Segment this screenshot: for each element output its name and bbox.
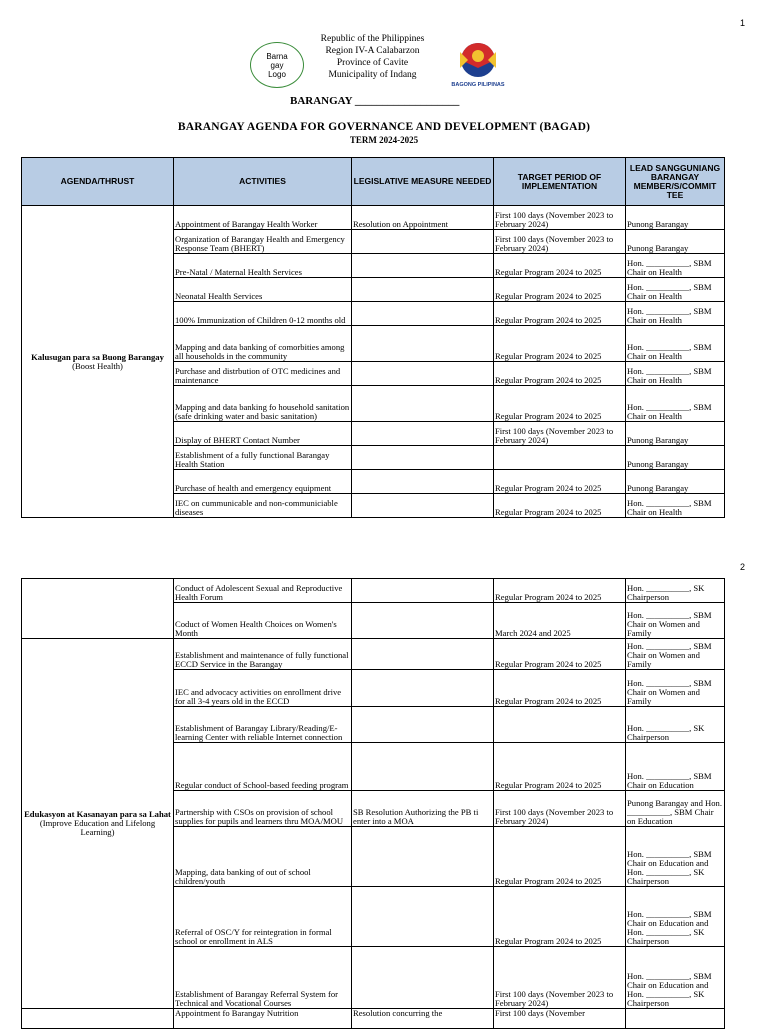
measure-cell bbox=[352, 494, 494, 518]
period-cell bbox=[494, 446, 626, 470]
table-row bbox=[22, 1009, 725, 1029]
header-line: Municipality of Indang bbox=[328, 70, 417, 80]
bagong-text: BAGONG PILIPINAS bbox=[451, 82, 505, 88]
agenda-thrust-title: Kalusugan para sa Buong Barangay bbox=[31, 351, 164, 362]
measure-cell: SB Resolution Authorizing the PB ti enter into a MOA bbox=[352, 791, 494, 827]
lead-cell: Hon. __________, SBM Chair on Health bbox=[626, 386, 725, 422]
document-header bbox=[300, 33, 445, 81]
agenda-table-page-1 bbox=[21, 157, 725, 518]
lead-cell: Hon. __________, SBM Chair on Health bbox=[626, 278, 725, 302]
table-row bbox=[22, 206, 725, 230]
measure-cell bbox=[352, 470, 494, 494]
lead-cell: Hon. __________, SBM Chair on Health bbox=[626, 326, 725, 362]
activity-cell: Display of BHERT Contact Number bbox=[174, 422, 352, 446]
measure-cell bbox=[352, 639, 494, 670]
activity-cell: Pre-Natal / Maternal Health Services bbox=[174, 254, 352, 278]
page-number: 1 bbox=[740, 18, 746, 28]
period-cell: Regular Program 2024 to 2025 bbox=[494, 743, 626, 791]
period-cell: Regular Program 2024 to 2025 bbox=[494, 362, 626, 386]
measure-cell bbox=[352, 302, 494, 326]
lead-cell: Hon. __________, SBM Chair on Education and Hon. __________, SK Chairperson bbox=[626, 887, 725, 947]
activity-cell: Regular conduct of School-based feeding program bbox=[174, 743, 352, 791]
lead-cell: Hon. __________, SBM Chair on Women and Family bbox=[626, 670, 725, 707]
measure-cell bbox=[352, 254, 494, 278]
lead-cell: Hon. __________, SBM Chair on Women and Family bbox=[626, 603, 725, 639]
header-period: TARGET PERIOD OF IMPLEMENTATION bbox=[494, 158, 626, 206]
period-cell: Regular Program 2024 to 2025 bbox=[494, 254, 626, 278]
lead-cell: Hon. __________, SBM Chair on Education and Hon. __________, SK Chairperson bbox=[626, 827, 725, 887]
lead-cell: Punong Barangay bbox=[626, 422, 725, 446]
table-row bbox=[22, 579, 725, 603]
activity-cell: Mapping and data banking fo household sanitation (safe drinking water and basic sanitation) bbox=[174, 386, 352, 422]
activity-cell: Appointment of Barangay Health Worker bbox=[174, 206, 352, 230]
document-term: TERM 2024-2025 bbox=[349, 135, 419, 145]
activity-cell: Establishment and maintenance of fully functional ECCD Service in the Barangay bbox=[174, 639, 352, 670]
period-cell: Regular Program 2024 to 2025 bbox=[494, 579, 626, 603]
lead-cell: Punong Barangay bbox=[626, 470, 725, 494]
period-cell: First 100 days (November 2023 to February 2024) bbox=[494, 791, 626, 827]
lead-cell: Hon. __________, SBM Chair on Health bbox=[626, 362, 725, 386]
period-cell: First 100 days (November 2023 to February 2024) bbox=[494, 422, 626, 446]
period-cell: Regular Program 2024 to 2025 bbox=[494, 494, 626, 518]
lead-cell: Hon. __________, SBM Chair on Education and Hon. __________, SK Chairperson bbox=[626, 947, 725, 1009]
activity-cell: Purchase of health and emergency equipment bbox=[174, 470, 352, 494]
activity-cell: IEC on cummunicable and non-communiciable diseases bbox=[174, 494, 352, 518]
period-cell: Regular Program 2024 to 2025 bbox=[494, 670, 626, 707]
lead-cell: Hon. __________, SBM Chair on Education bbox=[626, 743, 725, 791]
lead-cell: Hon. __________, SK Chairperson bbox=[626, 579, 725, 603]
period-cell: First 100 days (November 2023 to February 2024) bbox=[494, 206, 626, 230]
page-number: 2 bbox=[740, 562, 746, 572]
measure-cell bbox=[352, 230, 494, 254]
measure-cell bbox=[352, 579, 494, 603]
measure-cell: Resolution on Appointment bbox=[352, 206, 494, 230]
period-cell: March 2024 and 2025 bbox=[494, 603, 626, 639]
period-cell: Regular Program 2024 to 2025 bbox=[494, 639, 626, 670]
activity-cell: Mapping, data banking of out of school children/youth bbox=[174, 827, 352, 887]
measure-cell bbox=[352, 603, 494, 639]
lead-cell: Hon. __________, SBM Chair on Health bbox=[626, 302, 725, 326]
activity-cell: Partnership with CSOs on provision of school supplies for pupils and learners thru MOA/MOU bbox=[174, 791, 352, 827]
measure-cell bbox=[352, 362, 494, 386]
activity-cell: Establishment of Barangay Library/Reading/E-learning Center with reliable Internet connection bbox=[174, 707, 352, 743]
measure-cell bbox=[352, 707, 494, 743]
document-title: BARANGAY AGENDA FOR GOVERNANCE AND DEVELOPMENT (BAGAD) bbox=[177, 121, 591, 133]
header-line: Province of Cavite bbox=[336, 58, 409, 68]
measure-cell bbox=[352, 743, 494, 791]
lead-cell bbox=[626, 1009, 725, 1029]
period-cell bbox=[494, 707, 626, 743]
activity-cell: IEC and advocacy activities on enrollment drive for all 3-4 years old in the ECCD bbox=[174, 670, 352, 707]
activity-cell: Organization of Barangay Health and Emergency Response Team (BHERT) bbox=[174, 230, 352, 254]
header-line: Republic of the Philippines bbox=[320, 34, 425, 44]
activity-cell: Coduct of Women Health Choices on Women's Month bbox=[174, 603, 352, 639]
activity-cell: Purchase and distrbution of OTC medicines and maintenance bbox=[174, 362, 352, 386]
lead-cell: Hon. __________, SBM Chair on Health bbox=[626, 494, 725, 518]
lead-cell: Hon. __________, SBM Chair on Health bbox=[626, 254, 725, 278]
activity-cell: Conduct of Adolescent Sexual and Reproductive Health Forum bbox=[174, 579, 352, 603]
header-line: Region IV-A Calabarzon bbox=[325, 46, 420, 56]
table-row bbox=[22, 639, 725, 670]
lead-cell: Hon. __________, SBM Chair on Women and Family bbox=[626, 639, 725, 670]
period-cell: Regular Program 2024 to 2025 bbox=[494, 326, 626, 362]
activity-cell: Establishment of Barangay Referral System for Technical and Vocational Courses bbox=[174, 947, 352, 1009]
lead-cell: Punong Barangay bbox=[626, 230, 725, 254]
barangay-logo-placeholder bbox=[250, 42, 304, 88]
measure-cell bbox=[352, 278, 494, 302]
lead-cell: Punong Barangay and Hon. __________, SBM Chair on Education bbox=[626, 791, 725, 827]
bagong-pilipinas-logo-icon bbox=[450, 38, 506, 90]
activity-cell: Mapping and data banking of comorbities among all households in the community bbox=[174, 326, 352, 362]
period-cell: Regular Program 2024 to 2025 bbox=[494, 887, 626, 947]
measure-cell bbox=[352, 326, 494, 362]
agenda-thrust-title: Edukasyon at Kasanayan para sa Lahat bbox=[24, 809, 171, 819]
agenda-thrust-cell bbox=[22, 579, 174, 639]
measure-cell bbox=[352, 386, 494, 422]
header-lead: LEAD SANGGUNIANG BARANGAY MEMBER/S/COMMIT TEE bbox=[626, 158, 725, 206]
measure-cell bbox=[352, 446, 494, 470]
activity-cell: Appointment fo Barangay Nutrition bbox=[174, 1009, 352, 1029]
lead-cell: Punong Barangay bbox=[626, 446, 725, 470]
lead-cell: Hon. __________, SK Chairperson bbox=[626, 707, 725, 743]
measure-cell bbox=[352, 887, 494, 947]
period-cell: First 100 days (November bbox=[494, 1009, 626, 1029]
header-agenda: AGENDA/THRUST bbox=[22, 158, 174, 206]
activity-cell: 100% Immunization of Children 0-12 months old bbox=[174, 302, 352, 326]
period-cell: Regular Program 2024 to 2025 bbox=[494, 302, 626, 326]
measure-cell bbox=[352, 670, 494, 707]
activity-cell: Neonatal Health Services bbox=[174, 278, 352, 302]
period-cell: First 100 days (November 2023 to February 2024) bbox=[494, 947, 626, 1009]
agenda-thrust-subtitle: (Boost Health) bbox=[72, 360, 123, 371]
period-cell: Regular Program 2024 to 2025 bbox=[494, 278, 626, 302]
agenda-thrust-subtitle: (Improve Education and Lifelong Learning) bbox=[39, 818, 156, 837]
measure-cell bbox=[352, 827, 494, 887]
header-measure: LEGISLATIVE MEASURE NEEDED bbox=[352, 158, 494, 206]
activity-cell: Establishment of a fully functional Barangay Health Station bbox=[174, 446, 352, 470]
barangay-name-line: BARANGAY ___________________ bbox=[290, 95, 460, 107]
measure-cell bbox=[352, 422, 494, 446]
header-activities: ACTIVITIES bbox=[174, 158, 352, 206]
activity-cell: Referral of OSC/Y for reintegration in formal school or enrollment in ALS bbox=[174, 887, 352, 947]
agenda-thrust-cell bbox=[22, 206, 174, 518]
agenda-table-page-2 bbox=[21, 578, 725, 1029]
period-cell: First 100 days (November 2023 to February 2024) bbox=[494, 230, 626, 254]
agenda-thrust-cell bbox=[22, 1009, 174, 1029]
logo-text: Barna gay Logo bbox=[266, 51, 288, 79]
period-cell: Regular Program 2024 to 2025 bbox=[494, 386, 626, 422]
agenda-thrust-cell bbox=[22, 639, 174, 1009]
measure-cell bbox=[352, 947, 494, 1009]
period-cell: Regular Program 2024 to 2025 bbox=[494, 470, 626, 494]
lead-cell: Punong Barangay bbox=[626, 206, 725, 230]
measure-cell: Resolution concurring the bbox=[352, 1009, 494, 1029]
period-cell: Regular Program 2024 to 2025 bbox=[494, 827, 626, 887]
